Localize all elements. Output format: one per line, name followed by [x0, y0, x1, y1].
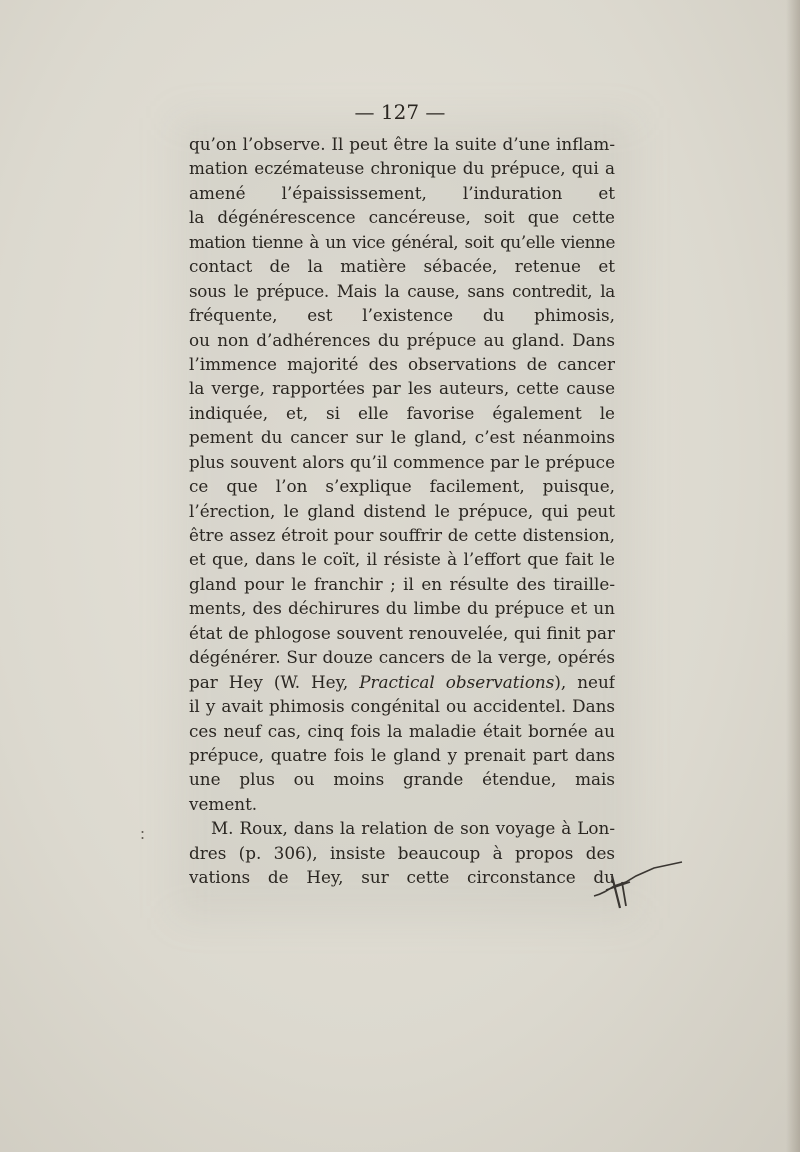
text-line: mation eczémateuse chronique du prépuce, qui a [189, 158, 615, 179]
text-line: fréquente, est l’existence du phimosis, [189, 305, 615, 326]
text-line: la verge, rapportées par les auteurs, cette cause [189, 378, 615, 399]
text-line: contact de la matière sébacée, retenue et [189, 256, 615, 277]
page-number: — 127 — [354, 100, 446, 124]
text-line: l’érection, le gland distend le prépuce, qui peut [189, 500, 615, 521]
text-line: ces neuf cas, cinq fois la maladie était bornée au [189, 720, 615, 741]
text-line: pement du cancer sur le gland, c’est néanmoins [189, 427, 615, 448]
paragraph-start-line: M. Roux, dans la relation de son voyage à Lon- [211, 818, 615, 839]
text-line: ments, des déchirures du limbe du prépuce et un [189, 598, 615, 619]
text-line: ce que l’on s’explique facilement, puisque, [189, 476, 615, 497]
text-line: sous le prépuce. Mais la cause, sans contredit, la [189, 280, 615, 301]
body-text [189, 132, 615, 890]
text-line: la dégénérescence cancéreuse, soit que cette [189, 207, 615, 228]
text-line-citation [189, 670, 615, 694]
text-line: une plus ou moins grande étendue, mais [189, 769, 615, 790]
text-line: plus souvent alors qu’il commence par le prépuce [189, 451, 615, 472]
text-line: vations de Hey, sur cette circonstance du [189, 867, 615, 888]
text-line: il y avait phimosis congénital ou accidentel. Dans [189, 696, 615, 717]
text-line: qu’on l’observe. Il peut être la suite d’une inflam- [189, 134, 615, 154]
text-line: gland pour le franchir ; il en résulte des tiraille- [189, 573, 615, 594]
citation-title: Practical observations [359, 671, 555, 692]
text-line: dégénérer. Sur douze cancers de la verge, opérés [189, 647, 615, 668]
text-line: mation tienne à un vice général, soit qu’elle vienne [189, 231, 615, 252]
text-line: ou non d’adhérences du prépuce au gland. Dans [189, 329, 615, 350]
text-line-last: vement. [189, 793, 258, 814]
text-line: amené l’épaississement, l’induration et [189, 182, 615, 203]
text-line: et que, dans le coït, il résiste à l’effort que fait le [189, 549, 615, 570]
text-line: être assez étroit pour souffrir de cette distension, [189, 525, 615, 545]
text-line: dres (p. 306), insiste beaucoup à propos des [189, 842, 615, 863]
pencil-annotation-mark [592, 860, 684, 924]
text-line: l’immence majorité des observations de cancer [189, 353, 615, 374]
text-line: état de phlogose souvent renouvelée, qui finit par [189, 622, 615, 643]
text-line: prépuce, quatre fois le gland y prenait part dans [189, 744, 615, 765]
citation-suffix: ), neuf [554, 671, 615, 692]
text-line: indiquée, et, si elle favorise également le [189, 402, 615, 423]
margin-dots [141, 830, 144, 840]
citation-prefix: par Hey (W. Hey, [189, 671, 360, 692]
